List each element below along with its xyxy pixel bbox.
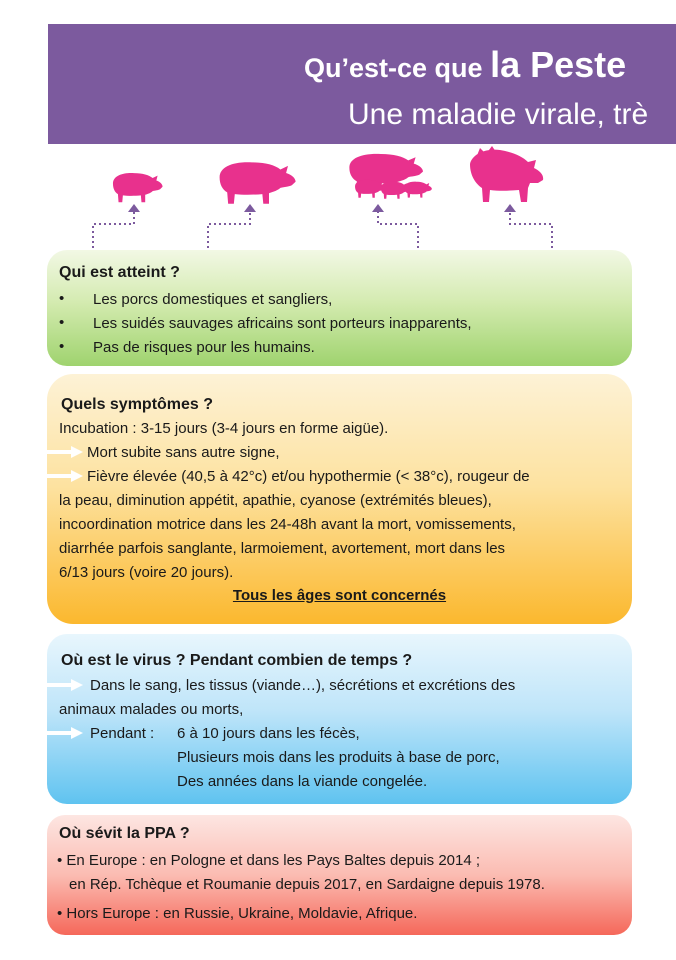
symptoms-section bbox=[47, 374, 632, 624]
virus-blood-line-2: animaux malades ou morts, bbox=[59, 701, 244, 718]
who-title: Qui est atteint ? bbox=[59, 264, 180, 281]
piglet-icon bbox=[113, 173, 163, 202]
sudden-death-text: Mort subite sans autre signe, bbox=[87, 444, 280, 461]
wild-boar-icon bbox=[470, 146, 543, 202]
dotted-arrow-icon bbox=[93, 208, 552, 248]
white-arrow-icon bbox=[43, 470, 83, 482]
page-title bbox=[304, 44, 626, 86]
white-arrow-icon bbox=[43, 679, 83, 691]
bullet: • bbox=[59, 338, 65, 355]
who-item-2: Les suidés sauvages africains sont porteurs inapparents, bbox=[93, 315, 472, 332]
all-ages-note: Tous les âges sont concernés bbox=[232, 587, 447, 604]
duration-2: Plusieurs mois dans les produits à base de porc, bbox=[177, 749, 500, 766]
who-item-1: Les porcs domestiques et sangliers, bbox=[93, 291, 333, 308]
who-item-3: Pas de risques pour les humains. bbox=[93, 339, 315, 356]
ppa-title: Où sévit la PPA ? bbox=[59, 825, 190, 842]
pig-illustrations bbox=[0, 140, 676, 252]
fever-line-5: 6/13 jours (voire 20 jours). bbox=[59, 564, 234, 581]
ppa-location-section bbox=[47, 815, 632, 935]
virus-blood-line-1: Dans le sang, les tissus (viande…), sécrétions et excrétions des bbox=[90, 677, 516, 694]
virus-section bbox=[47, 634, 632, 804]
title-prefix: Qu’est-ce que bbox=[304, 53, 483, 83]
incubation-text: Incubation : 3-15 jours (3-4 jours en forme aigüe). bbox=[59, 420, 389, 437]
sow-with-piglets-icon bbox=[349, 154, 432, 199]
bullet: • bbox=[59, 314, 65, 331]
bullet: • bbox=[59, 290, 65, 307]
during-label: Pendant : bbox=[90, 725, 155, 742]
virus-title: Où est le virus ? Pendant combien de temps ? bbox=[61, 652, 413, 669]
header-banner bbox=[48, 24, 676, 144]
who-affected-section bbox=[47, 250, 632, 366]
ppa-outside-europe: • Hors Europe : en Russie, Ukraine, Moldavie, Afrique. bbox=[57, 905, 418, 922]
white-arrow-icon bbox=[43, 727, 83, 739]
page-subtitle: Une maladie virale, trè bbox=[348, 98, 649, 131]
ppa-europe-line-1: • En Europe : en Pologne et dans les Pays Baltes depuis 2014 ; bbox=[57, 852, 481, 869]
pig-icon bbox=[220, 162, 296, 203]
fever-line-3: incoordination motrice dans les 24-48h avant la mort, vomissements, bbox=[59, 516, 516, 533]
duration-3: Des années dans la viande congelée. bbox=[177, 773, 428, 790]
title-main: la Peste bbox=[490, 44, 627, 85]
white-arrow-icon bbox=[43, 446, 83, 458]
fever-line-1: Fièvre élevée (40,5 à 42°c) et/ou hypothermie (< 38°c), rougeur de bbox=[87, 468, 530, 485]
duration-1: 6 à 10 jours dans les fécès, bbox=[177, 725, 360, 742]
ppa-europe-line-2: en Rép. Tchèque et Roumanie depuis 2017, en Sardaigne depuis 1978. bbox=[69, 876, 545, 893]
symptoms-title: Quels symptômes ? bbox=[61, 396, 214, 413]
fever-line-4: diarrhée parfois sanglante, larmoiement, avortement, mort dans les bbox=[59, 540, 506, 557]
fever-line-2: la peau, diminution appétit, apathie, cyanose (extrémités bleues), bbox=[59, 492, 492, 509]
